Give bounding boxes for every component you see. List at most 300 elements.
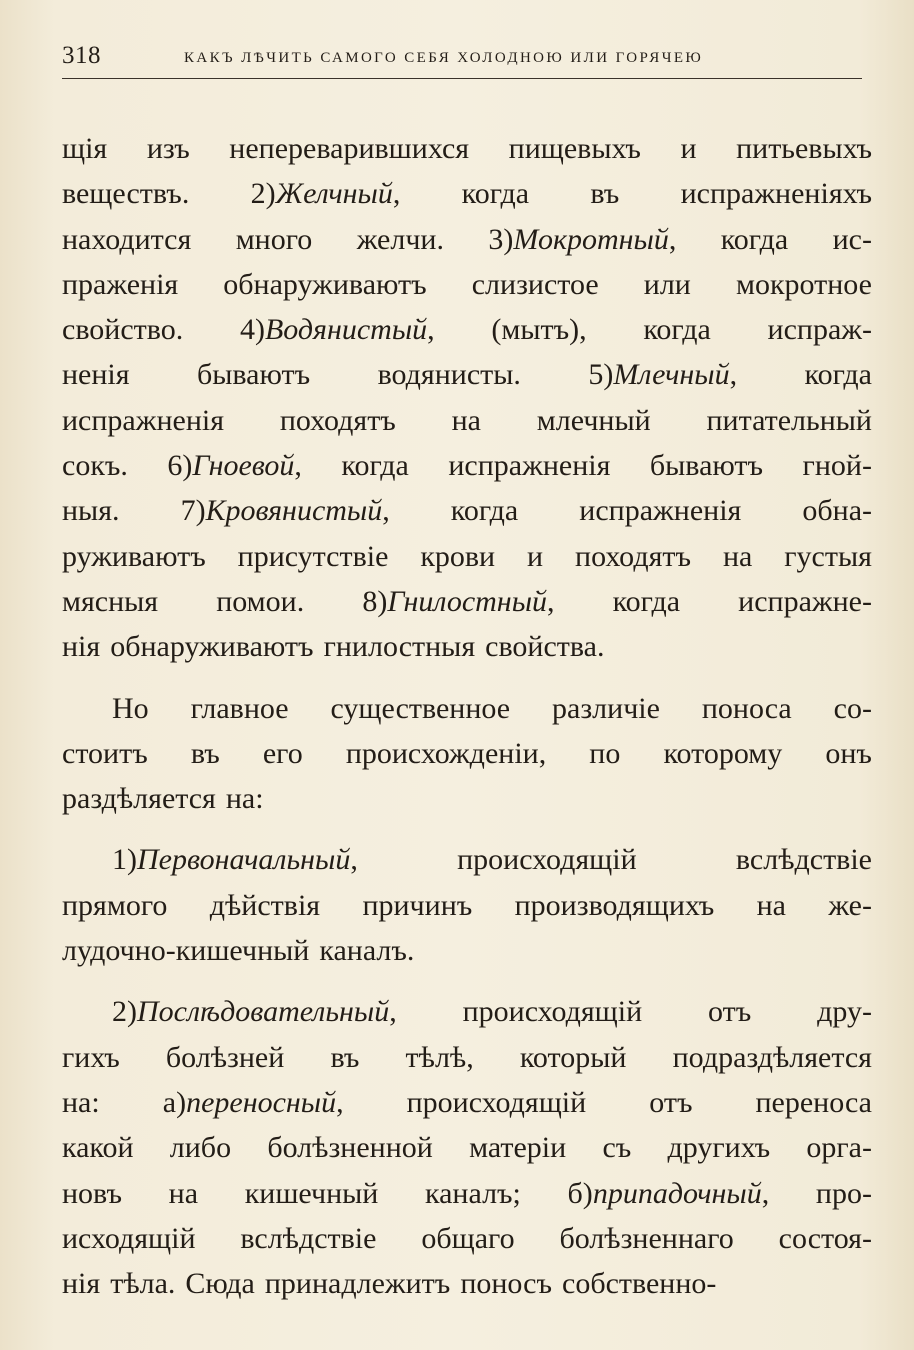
word-text: орга- (806, 1131, 872, 1165)
text-line (62, 171, 872, 216)
word-text: когда (612, 584, 681, 618)
word-text: происходящій (406, 1085, 587, 1119)
word (197, 352, 310, 397)
word-text: бываютъ (649, 449, 764, 483)
word-text: собственно- (562, 1267, 717, 1301)
word (457, 837, 637, 882)
word-text: гной- (802, 449, 872, 483)
word-text: когда (804, 358, 872, 392)
word (265, 1261, 450, 1306)
word-text: принадлежитъ (264, 1267, 451, 1301)
text-line (62, 126, 872, 171)
word-text: въ (330, 1040, 360, 1074)
word-text: питательный (706, 403, 872, 437)
emphasized-term: Кровянистый (205, 494, 383, 528)
word-text: 2) (250, 177, 276, 211)
word-text: руживаютъ (62, 539, 206, 573)
word-text: испражненія (448, 449, 611, 483)
word (681, 171, 872, 216)
word (784, 534, 872, 579)
word (649, 1080, 692, 1125)
word (452, 398, 481, 443)
word-text: 3) (488, 222, 514, 256)
word (738, 579, 872, 624)
word (723, 534, 752, 579)
word-text: отъ (649, 1085, 693, 1119)
word (509, 126, 641, 171)
word (378, 352, 521, 397)
word (362, 579, 554, 624)
word-text: , (547, 584, 555, 618)
word (451, 488, 518, 533)
word (803, 443, 872, 488)
word (62, 352, 130, 397)
word (346, 731, 546, 776)
word (537, 398, 651, 443)
word (280, 398, 396, 443)
word-text: слизистое (471, 267, 599, 301)
word-text: Сюда (185, 1267, 255, 1301)
word (330, 1035, 359, 1080)
word (825, 731, 872, 776)
word-text: когда (461, 177, 530, 211)
word (341, 443, 408, 488)
word (62, 217, 191, 262)
word-text: другихъ (667, 1131, 771, 1165)
word-text: походятъ (575, 539, 692, 573)
word (650, 443, 763, 488)
word (147, 126, 190, 171)
word (425, 1171, 521, 1216)
word (62, 488, 120, 533)
word-text: поноса (701, 691, 792, 725)
word-text: , (336, 1085, 344, 1119)
word-text: желчи. (356, 222, 444, 256)
word-text: и (680, 132, 697, 165)
word-text: матеріи (469, 1131, 567, 1165)
word (589, 731, 620, 776)
word-text: 6) (167, 449, 193, 483)
word (62, 443, 128, 488)
word-text: присутствіе (237, 539, 389, 573)
word (263, 731, 303, 776)
word-text: которому (663, 736, 783, 770)
word-text: болѣзней (165, 1040, 285, 1074)
word (406, 1035, 474, 1080)
word-text: испражненія (579, 494, 742, 528)
word-text: на (451, 403, 481, 437)
word (806, 1125, 872, 1170)
word-text: мокротное (735, 267, 872, 301)
word-text: и (527, 539, 544, 573)
word (736, 126, 872, 171)
word-text: въ (190, 736, 220, 770)
word-text: стоитъ (62, 736, 148, 770)
word-text: отъ (708, 995, 752, 1029)
word (407, 1080, 587, 1125)
word (169, 1171, 198, 1216)
word-text: , (761, 1176, 770, 1210)
word (167, 443, 302, 488)
word-text: б) (567, 1176, 593, 1210)
word-text: про- (815, 1176, 872, 1210)
word (448, 443, 610, 488)
word-text: со- (833, 691, 872, 725)
word-text: 5) (588, 358, 614, 392)
text-line (62, 928, 872, 973)
word (251, 171, 401, 216)
word (588, 352, 737, 397)
word-text: дѣйствія (209, 888, 321, 922)
word (191, 731, 220, 776)
word-text: ис- (832, 222, 872, 256)
text-line (62, 776, 872, 821)
word (579, 488, 741, 533)
word (673, 1035, 872, 1080)
word (463, 989, 643, 1034)
word-text: исходящій (62, 1221, 196, 1255)
word-text: водянисты. (377, 358, 521, 392)
word-text: нія (62, 1267, 101, 1301)
word (575, 534, 691, 579)
word-text: ныя. (62, 494, 120, 528)
word-text: , (729, 358, 738, 392)
word (62, 579, 158, 624)
word (223, 262, 426, 307)
word (488, 217, 676, 262)
word-text: густыя (784, 539, 872, 573)
word-text: крови (420, 539, 496, 573)
word-text: много (235, 222, 313, 256)
word-text: дру- (817, 995, 872, 1029)
word-text: на (722, 539, 753, 573)
word (568, 1171, 770, 1216)
word-text: болѣзненной (267, 1131, 433, 1165)
word (166, 1035, 284, 1080)
word (112, 837, 358, 882)
word (816, 1171, 872, 1216)
word (62, 776, 216, 821)
word-text: , (389, 995, 397, 1029)
word (469, 1125, 566, 1170)
word-text: находится (62, 222, 192, 256)
word-text: происходящій (462, 995, 643, 1029)
word (802, 488, 872, 533)
word-text: по (589, 736, 621, 770)
word-text: поносъ (460, 1267, 552, 1301)
word-text: 4) (239, 313, 265, 347)
word-text: нія (62, 630, 101, 664)
text-line (62, 686, 872, 731)
text-line (62, 1035, 872, 1080)
running-head (62, 38, 862, 79)
word-text: онъ (825, 736, 872, 770)
emphasized-term: Гнилостный (387, 584, 548, 618)
word (757, 883, 786, 928)
word (833, 217, 872, 262)
word-text: тѣла. (110, 1267, 176, 1301)
word-text: на: (225, 782, 264, 816)
word (110, 624, 313, 669)
word-text: помои. (216, 584, 305, 618)
word (62, 883, 167, 928)
word-text: когда (643, 313, 711, 347)
word-text: (мытъ), (491, 313, 587, 347)
word (240, 307, 435, 352)
word-text: общаго (421, 1221, 515, 1255)
paragraph-primary-diarrhea (62, 837, 872, 973)
word-text: , (350, 843, 358, 877)
text-line (62, 989, 872, 1034)
word (562, 1261, 716, 1306)
word-text: раздѣляется (62, 782, 216, 816)
text-line (62, 1080, 872, 1125)
word (170, 1125, 231, 1170)
word (613, 579, 680, 624)
word-text: болѣзненнаго (559, 1221, 734, 1255)
word (590, 171, 619, 216)
word (768, 307, 872, 352)
word-text: испраж- (767, 313, 872, 347)
word (185, 1261, 254, 1306)
text-line (62, 1125, 872, 1170)
word (62, 1035, 120, 1080)
word (62, 731, 148, 776)
word (736, 837, 872, 882)
word-text: изъ (146, 132, 190, 165)
word (62, 1125, 134, 1170)
word (817, 989, 872, 1034)
word-text: 2) (112, 995, 137, 1029)
word-text: щія (62, 132, 108, 165)
word-text: испражненіяхъ (680, 177, 872, 211)
word-text: въ (590, 177, 620, 211)
word (110, 1261, 175, 1306)
word (527, 534, 543, 579)
word (181, 488, 390, 533)
text-line (62, 1171, 872, 1216)
word-text: новъ (62, 1176, 122, 1210)
word (362, 883, 472, 928)
word (805, 352, 872, 397)
word-text: походятъ (279, 403, 396, 437)
word (779, 1216, 872, 1261)
word (515, 883, 715, 928)
word-text: обнаруживаютъ (110, 630, 314, 664)
text-line (62, 579, 872, 624)
word-text: главное (190, 691, 289, 725)
word-text: который (519, 1040, 627, 1074)
text-line (62, 488, 872, 533)
word-text: либо (169, 1131, 232, 1165)
word-text: , (392, 177, 401, 211)
word (229, 126, 469, 171)
word-text: на (168, 1176, 199, 1210)
word (245, 1171, 379, 1216)
word (706, 398, 871, 443)
emphasized-term: Млечный (613, 358, 730, 392)
word-text: на (756, 888, 786, 922)
emphasized-term: Гноевой (192, 449, 295, 483)
word (62, 1216, 196, 1261)
word-text: какой (62, 1131, 134, 1165)
word (602, 1125, 631, 1170)
word (828, 883, 872, 928)
word-text: гихъ (62, 1040, 120, 1074)
word (708, 989, 751, 1034)
word-text: съ (602, 1131, 632, 1165)
word (62, 534, 206, 579)
word-text: , (382, 494, 390, 528)
word (267, 1125, 433, 1170)
word-text: или (643, 267, 691, 301)
word (643, 307, 710, 352)
text-line (62, 1216, 872, 1261)
word-text: , (668, 222, 677, 256)
word (324, 624, 476, 669)
word-text: Но (112, 691, 149, 725)
paragraph-diarrhea-types (62, 126, 872, 670)
word-text: свойства. (485, 630, 605, 664)
word (357, 217, 444, 262)
word-text: кишечный (244, 1176, 379, 1210)
emphasized-term: переносный (186, 1085, 337, 1119)
word (462, 171, 529, 216)
emphasized-term: припадочный (592, 1176, 762, 1210)
running-title: КАКЪ ЛѢЧИТЬ САМОГО СЕБЯ ХОЛОДНОЮ ИЛИ ГОРЯЧЕЮ (184, 50, 704, 66)
word (62, 126, 107, 171)
word (552, 686, 660, 731)
word-text: каналъ; (425, 1176, 521, 1210)
word-text: испражненія (62, 403, 225, 437)
word-text: прямого (62, 888, 168, 922)
word-text: а) (162, 1085, 187, 1119)
word-text: тѣлѣ, (405, 1040, 474, 1074)
word (112, 686, 149, 731)
word-text: непереварившихся (229, 132, 470, 165)
word (62, 624, 100, 669)
word-text: , (427, 313, 435, 347)
word-text: сокъ. (62, 449, 128, 483)
word (420, 534, 495, 579)
word-text: бываютъ (196, 358, 311, 392)
word-text: испражне- (738, 584, 872, 618)
word-text: ненія (62, 358, 130, 392)
word (238, 534, 389, 579)
text-line (62, 883, 872, 928)
word-text: обнаруживаютъ (223, 267, 427, 301)
word-text: когда (341, 449, 409, 483)
word (62, 398, 224, 443)
word-text: состоя- (778, 1221, 872, 1255)
word (319, 928, 414, 973)
text-line (62, 443, 872, 488)
word-text: гнилостныя (323, 630, 476, 664)
word-text: происходящій (457, 843, 637, 877)
word-text: , (294, 449, 302, 483)
word (702, 686, 792, 731)
word (62, 1261, 100, 1306)
word-text: же- (828, 888, 872, 922)
word (62, 262, 178, 307)
word-text: лудочно-кишечный (62, 934, 310, 968)
word-text: причинъ (362, 888, 473, 922)
text-line (62, 398, 872, 443)
word-text: различіе (552, 691, 660, 725)
text-line (62, 534, 872, 579)
word-text: на: (62, 1085, 100, 1119)
word (680, 126, 696, 171)
word (834, 686, 872, 731)
word-text: вслѣдствіе (240, 1221, 377, 1255)
text-line (62, 262, 872, 307)
word-text: происхожденіи, (345, 736, 547, 770)
word-text: питьевыхъ (736, 132, 872, 165)
word (216, 579, 304, 624)
word-text: когда (450, 494, 519, 528)
word (112, 989, 397, 1034)
word (668, 1125, 771, 1170)
word-text: обна- (802, 494, 872, 528)
word-text: переноса (755, 1085, 872, 1119)
word (191, 686, 289, 731)
word (736, 262, 872, 307)
word (210, 883, 320, 928)
word-text: мясныя (62, 584, 159, 618)
word-text: существенное (330, 691, 511, 725)
word (491, 307, 586, 352)
emphasized-term: Водянистый (264, 313, 428, 347)
word (62, 1080, 100, 1125)
word (756, 1080, 872, 1125)
word (485, 624, 604, 669)
word (721, 217, 788, 262)
text-line (62, 1261, 872, 1306)
emphasized-term: Первоначальный (137, 843, 351, 877)
word (663, 731, 782, 776)
word-text: каналъ. (319, 934, 415, 968)
paragraph-main-distinction (62, 686, 872, 822)
word (421, 1216, 514, 1261)
word-text: вслѣдствіе (735, 843, 872, 877)
word-text: 1) (112, 843, 137, 877)
text-line (62, 307, 872, 352)
word (460, 1261, 552, 1306)
paragraph-secondary-diarrhea (62, 989, 872, 1306)
word (472, 262, 599, 307)
word (62, 1171, 122, 1216)
word-text: подраздѣляется (672, 1040, 872, 1074)
word (62, 928, 309, 973)
word (62, 171, 189, 216)
word-text: производящихъ (514, 888, 715, 922)
word-text: пищевыхъ (508, 132, 641, 165)
word-text: 7) (180, 494, 206, 528)
word-text: его (262, 736, 303, 770)
word (644, 262, 691, 307)
word-text: свойство. (62, 313, 184, 347)
text-line (62, 352, 872, 397)
text-line (62, 837, 872, 882)
word (163, 1080, 344, 1125)
word-text: веществъ. (62, 177, 190, 211)
word (520, 1035, 627, 1080)
word (559, 1216, 733, 1261)
emphasized-term: Мокротный (513, 222, 669, 256)
word (236, 217, 313, 262)
text-line (62, 624, 872, 669)
page-number: 318 (62, 42, 101, 69)
